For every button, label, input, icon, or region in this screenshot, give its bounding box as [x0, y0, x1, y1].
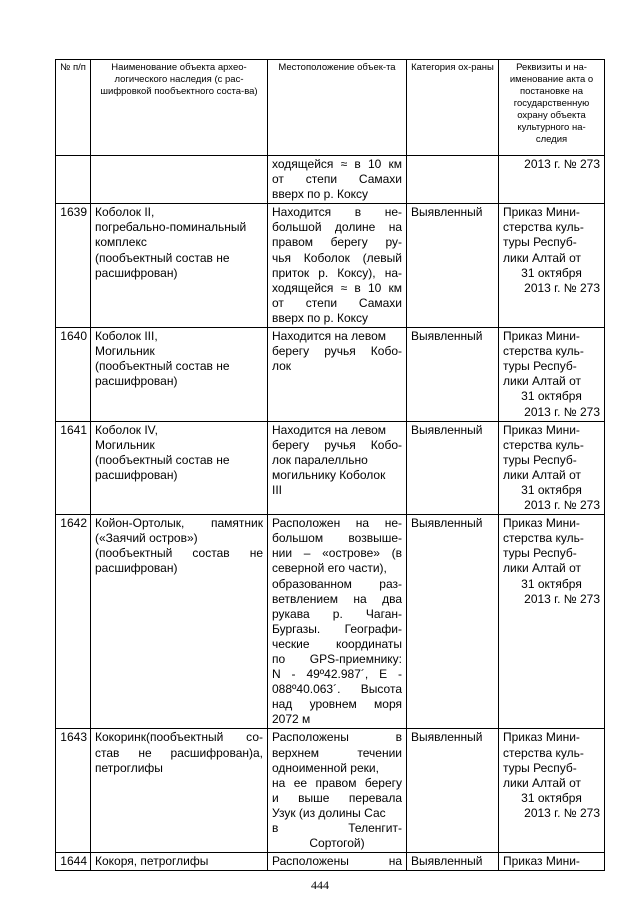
page-number: 444 — [311, 878, 329, 892]
act-requisites-line: 2013 г. № 273 — [524, 498, 600, 513]
object-location-cell — [268, 421, 407, 515]
object-name-cell — [91, 204, 268, 328]
act-requisites-line: 2013 г. № 273 — [524, 805, 600, 820]
object-location-line: 2072 м — [272, 712, 311, 727]
object-number-cell: 1644 — [56, 853, 91, 871]
act-requisites-line: туры Респуб- — [503, 452, 577, 467]
object-location-line: берегу ручья Кобо- — [272, 344, 402, 359]
act-requisites-line: лики Алтай от — [503, 561, 581, 576]
protection-category-cell: Выявленный — [407, 421, 499, 515]
act-requisites-line: 31 октября — [521, 790, 582, 805]
act-requisites-line: стерства куль- — [503, 531, 584, 546]
act-requisites-line: лики Алтай от — [503, 467, 581, 482]
continuation-location-cell — [268, 156, 407, 204]
object-number-cell: 1641 — [56, 421, 91, 515]
object-location-cell — [268, 515, 407, 729]
protection-category-cell: Выявленный — [407, 328, 499, 422]
object-location-line: ческие координаты — [272, 636, 402, 651]
act-requisites-line: 2013 г. № 273 — [524, 404, 600, 419]
object-location-line: могильнику Коболок — [272, 467, 386, 482]
act-requisites-line: лики Алтай от — [503, 775, 581, 790]
act-requisites-cell — [499, 421, 605, 515]
object-location-cell — [268, 729, 407, 853]
object-location-line: одноименной реки, — [272, 760, 379, 775]
object-location-line: на ее правом берегу — [272, 775, 402, 790]
header-location: Местоположение объек-та — [268, 60, 407, 156]
object-name-cell — [91, 421, 268, 515]
object-location-line: берегу ручья Кобо- — [272, 437, 402, 452]
act-requisites-line: стерства куль- — [503, 220, 584, 235]
act-requisites-line: 31 октября — [521, 482, 582, 497]
protection-category-cell: Выявленный — [407, 515, 499, 729]
object-location-line: Узук (из долины Сас — [272, 805, 386, 820]
act-requisites-line: туры Респуб- — [503, 359, 577, 374]
document-page — [55, 59, 604, 871]
object-name-line: (пообъектный состав не — [95, 250, 230, 265]
object-location-line: большом возвыше- — [272, 531, 402, 546]
act-requisites-line: туры Респуб- — [503, 546, 577, 561]
location-line: от степи Самахи — [272, 172, 402, 187]
act-requisites-line: стерства куль- — [503, 745, 584, 760]
object-name-line: Кокоринк(пообъектный со- — [95, 730, 263, 745]
header-name: Наименование объекта архео-логического наследия (с рас-шифровкой пообъектного соста-ва) — [91, 60, 268, 156]
object-location-line: лок паралелльно — [272, 452, 368, 467]
object-location-line: Находится на левом — [272, 329, 386, 344]
act-requisites-line: Приказ Мини- — [503, 422, 580, 437]
protection-category-cell: Выявленный — [407, 729, 499, 853]
continuation-requisites-cell — [499, 156, 605, 204]
requisites-line: 2013 г. № 273 — [524, 157, 600, 171]
object-name-line: комплекс — [95, 235, 147, 250]
object-number-cell: 1639 — [56, 204, 91, 328]
object-name-line: (пообъектный состав не — [95, 359, 230, 374]
object-location-line: ходящейся ≈ в 10 км — [272, 280, 402, 295]
object-name-line: (пообъектный состав не — [95, 452, 230, 467]
object-location-line: 088º40.063´. Высота — [272, 682, 402, 697]
object-name-line: Могильник — [95, 437, 155, 452]
object-location-line: северной его части), — [272, 561, 387, 576]
object-location-line: нии – «острове» (в — [272, 546, 402, 561]
object-location-line: лок — [272, 359, 292, 374]
location-line: вверх по р. Коксу — [272, 187, 369, 202]
table-row — [56, 204, 605, 328]
act-requisites-line: Приказ Мини- — [503, 854, 580, 869]
act-requisites-line: туры Респуб- — [503, 760, 577, 775]
act-requisites-cell — [499, 515, 605, 729]
object-location-line: Бургазы. Географи- — [272, 621, 402, 636]
object-location-line: Расположены на — [272, 854, 402, 869]
object-location-line: чья Коболок (левый — [272, 250, 402, 265]
act-requisites-cell — [499, 729, 605, 853]
continuation-row — [56, 156, 605, 204]
location-line: ходящейся ≈ в 10 км — [272, 157, 402, 171]
act-requisites-line: Приказ Мини- — [503, 205, 580, 220]
object-name-line: став не расшифрован)а, — [95, 745, 263, 760]
object-location-cell — [268, 853, 407, 871]
header-num: № п/п — [56, 60, 91, 156]
object-number-cell: 1642 — [56, 515, 91, 729]
table-row — [56, 853, 605, 871]
object-location-line: большой долине на — [272, 220, 402, 235]
object-location-line: по GPS-приемнику: — [272, 652, 402, 666]
act-requisites-line: лики Алтай от — [503, 374, 581, 389]
object-location-cell — [268, 204, 407, 328]
act-requisites-line: Приказ Мини- — [503, 516, 580, 531]
object-number-cell: 1640 — [56, 328, 91, 422]
act-requisites-line: лики Алтай от — [503, 250, 581, 265]
object-location-line: и выше перевала — [272, 790, 402, 805]
act-requisites-line: 31 октября — [521, 576, 582, 591]
object-name-line: Койон-Ортолык, памятник — [95, 516, 263, 531]
object-name-line: Кокоря, петроглифы — [95, 854, 209, 869]
object-name-line: («Заячий остров») — [95, 531, 198, 546]
object-location-line: Расположены в — [272, 730, 402, 745]
act-requisites-line: 2013 г. № 273 — [524, 280, 600, 295]
act-requisites-cell — [499, 204, 605, 328]
object-location-line: Расположен на не- — [272, 516, 402, 531]
object-name-cell — [91, 853, 268, 871]
object-location-line: Сортогой) — [309, 836, 365, 851]
object-name-line: Могильник — [95, 344, 155, 359]
object-name-line: Коболок IV, — [95, 422, 158, 437]
object-location-line: III — [272, 482, 283, 497]
object-name-cell — [91, 729, 268, 853]
act-requisites-line: Приказ Мини- — [503, 730, 580, 745]
object-name-line: петроглифы — [95, 760, 163, 775]
object-name-line: расшифрован) — [95, 467, 178, 482]
table-row — [56, 515, 605, 729]
act-requisites-line: стерства куль- — [503, 344, 584, 359]
act-requisites-line: туры Респуб- — [503, 235, 577, 250]
object-number-cell: 1643 — [56, 729, 91, 853]
table-row — [56, 328, 605, 422]
continuation-num-cell — [56, 156, 91, 204]
table-row — [56, 421, 605, 515]
object-location-line: правом берегу ру- — [272, 235, 402, 250]
object-location-line: Находится в не- — [272, 205, 402, 220]
continuation-name-cell — [91, 156, 268, 204]
object-location-line: рукава р. Чаган- — [272, 606, 402, 621]
object-name-line: расшифрован) — [95, 561, 178, 576]
continuation-category-cell — [407, 156, 499, 204]
object-name-cell — [91, 515, 268, 729]
object-name-line: Коболок III, — [95, 329, 158, 344]
act-requisites-line: Приказ Мини- — [503, 329, 580, 344]
act-requisites-cell — [499, 853, 605, 871]
object-name-line: погребально-поминальный — [95, 220, 247, 235]
object-location-line: верхнем течении — [272, 745, 402, 760]
object-name-line: расшифрован) — [95, 374, 178, 389]
object-location-line: N - 49º42.987´, E - — [272, 667, 402, 682]
object-name-line: (пообъектный состав не — [95, 546, 263, 561]
table-header-row — [56, 60, 605, 156]
object-location-line: приток р. Коксу), на- — [272, 265, 402, 280]
act-requisites-line: 31 октября — [521, 389, 582, 404]
protection-category-cell: Выявленный — [407, 853, 499, 871]
object-name-line: Коболок II, — [95, 205, 155, 220]
header-category: Категория ох-раны — [407, 60, 499, 156]
object-location-line: ветвлением на два — [272, 591, 402, 606]
object-location-line: в Теленгит- — [272, 821, 402, 836]
object-location-line: от степи Самахи — [272, 295, 402, 310]
act-requisites-line: 31 октября — [521, 265, 582, 280]
object-name-line: расшифрован) — [95, 265, 178, 280]
protection-category-cell: Выявленный — [407, 204, 499, 328]
object-location-line: образованном раз- — [272, 576, 402, 591]
header-requisites: Реквизиты и на-именование акта о постановке на государственную охрану объекта культурного на-следия — [499, 60, 605, 156]
object-location-line: Находится на левом — [272, 422, 386, 437]
object-name-cell — [91, 328, 268, 422]
object-location-cell — [268, 328, 407, 422]
act-requisites-cell — [499, 328, 605, 422]
table-row — [56, 729, 605, 853]
object-location-line: над уровнем моря — [272, 697, 402, 712]
heritage-registry-table — [55, 59, 605, 871]
object-location-line: вверх по р. Коксу — [272, 310, 369, 325]
act-requisites-line: стерства куль- — [503, 437, 584, 452]
act-requisites-line: 2013 г. № 273 — [524, 591, 600, 606]
